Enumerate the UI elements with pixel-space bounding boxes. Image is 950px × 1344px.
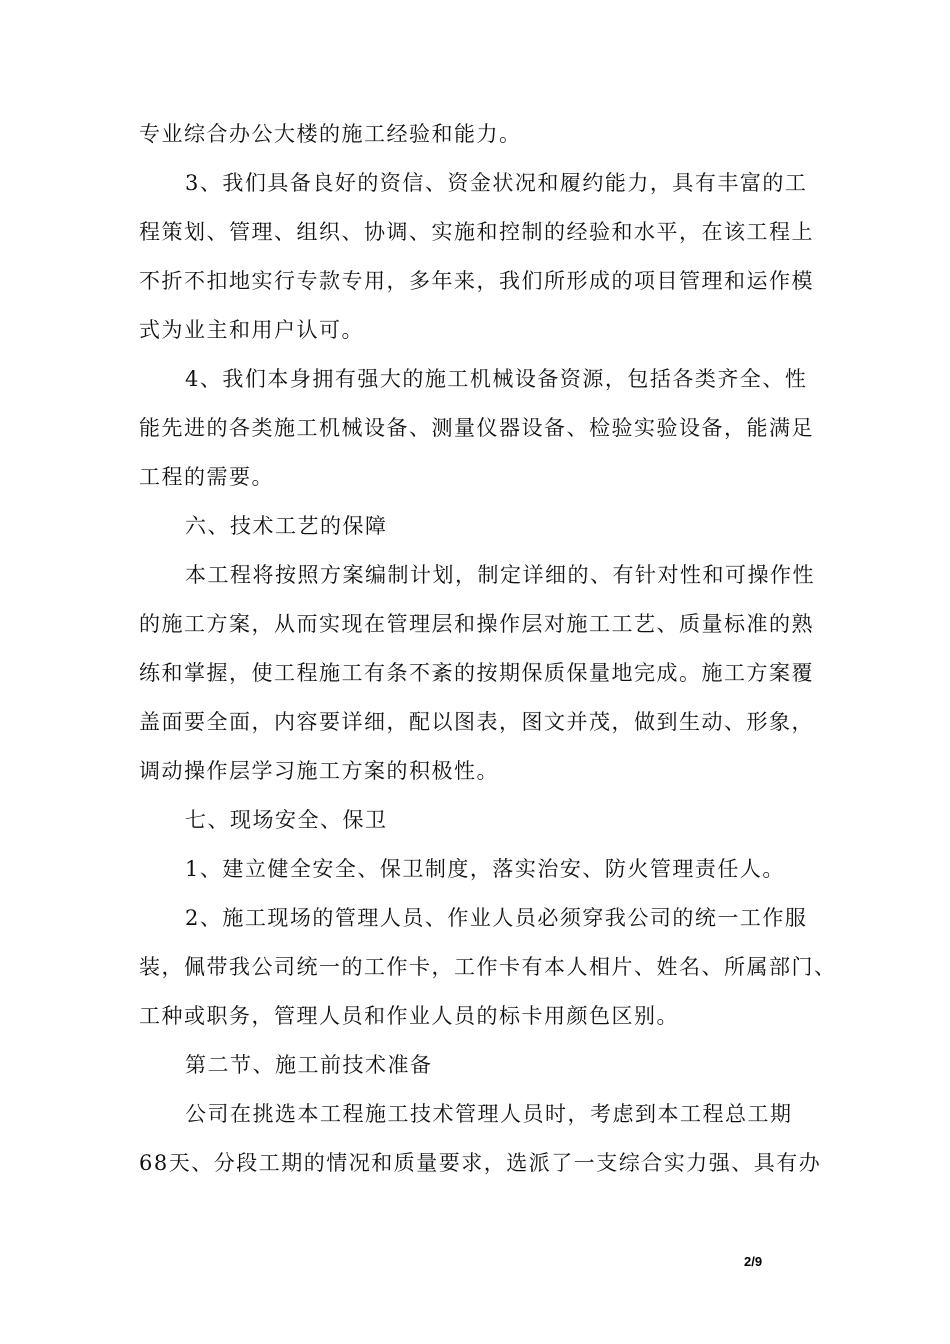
document-body [139, 110, 837, 1188]
text-line: 工种或职务，管理人员和作业人员的标卡用颜色区别。 [139, 1004, 679, 1028]
paragraph-start: 本工程将按照方案编制计划，制定详细的、有针对性和可操作性 [185, 563, 815, 587]
text-line: 式为业主和用户认可。 [139, 318, 364, 342]
section-heading: 第二节、施工前技术准备 [185, 1053, 433, 1077]
text-line: 练和掌握，使工程施工有条不紊的按期保质保量地完成。施工方案覆 [139, 661, 814, 685]
paragraph-start: 1、建立健全安全、保卫制度，落实治安、防火管理责任人。 [185, 857, 785, 881]
text-line: 不折不扣地实行专款专用，多年来，我们所形成的项目管理和运作模 [139, 269, 814, 293]
text-line: 68天、分段工期的情况和质量要求，选派了一支综合实力强、具有办 [139, 1151, 822, 1175]
paragraph-start: 2、施工现场的管理人员、作业人员必须穿我公司的统一工作服 [185, 906, 808, 930]
section-heading: 六、技术工艺的保障 [185, 514, 388, 538]
text-line: 程策划、管理、组织、协调、实施和控制的经验和水平，在该工程上 [139, 220, 814, 244]
text-line: 盖面要全面，内容要详细，配以图表，图文并茂，做到生动、形象， [139, 710, 814, 734]
section-heading: 七、现场安全、保卫 [185, 808, 388, 832]
paragraph-start: 4、我们本身拥有强大的施工机械设备资源，包括各类齐全、性 [185, 367, 808, 391]
text-line: 专业综合办公大楼的施工经验和能力。 [139, 122, 522, 146]
text-line: 的施工方案，从而实现在管理层和操作层对施工工艺、质量标准的熟 [139, 612, 814, 636]
page-number: 2/9 [744, 1254, 763, 1269]
paragraph-start: 3、我们具备良好的资信、资金状况和履约能力，具有丰富的工 [185, 171, 808, 195]
text-line: 能先进的各类施工机械设备、测量仪器设备、检验实验设备，能满足 [139, 416, 814, 440]
text-line: 调动操作层学习施工方案的积极性。 [139, 759, 499, 783]
text-line: 装，佩带我公司统一的工作卡，工作卡有本人相片、姓名、所属部门、 [139, 955, 837, 979]
paragraph-start: 公司在挑选本工程施工技术管理人员时，考虑到本工程总工期 [185, 1102, 793, 1126]
text-line: 工程的需要。 [139, 465, 274, 489]
